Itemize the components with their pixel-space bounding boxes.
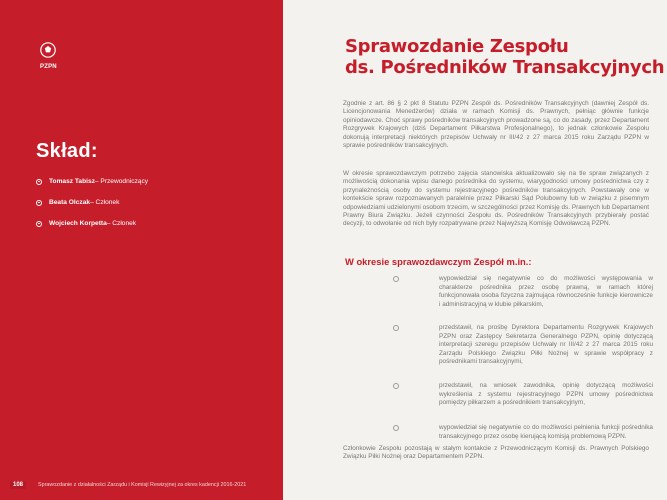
closing-paragraph: Członkowie Zespołu pozostają w stałym kontakcie z Przewodniczącym Komisji ds. Prawnych Polskiego Związku Piłki Nożnej oraz Departamentem PZPN. <box>343 445 649 461</box>
footer-text: Sprawozdanie z działalności Zarządu i Komisji Rewizyjnej za okres kadencji 2016-2021 <box>38 482 247 488</box>
bullet-icon <box>393 383 399 389</box>
member-role: – Członek <box>106 220 137 227</box>
bullet-icon <box>393 276 399 282</box>
page-number: 108 <box>10 481 26 489</box>
member-name: Wojciech Korpetta <box>49 220 107 227</box>
left-panel <box>0 0 283 500</box>
list-item <box>395 275 653 309</box>
list-item <box>395 382 653 408</box>
section-subheading: W okresie sprawozdawczym Zespół m.in.: <box>345 256 532 267</box>
members-list <box>36 171 148 234</box>
list-item-text: przedstawił, na wniosek zawodnika, opinię dotyczącą możliwości wykreślenia z systemu rejestracyjnego PZPN umowy pośrednictwa pomiędzy piłkarzem a pośrednikiem transakcyjnym, <box>439 382 653 407</box>
list-item <box>395 324 653 367</box>
member-name: Tomasz Tabisz <box>49 178 95 185</box>
logo-text: PZPN <box>40 64 57 70</box>
bullet-icon <box>393 425 399 431</box>
member-item <box>36 213 148 234</box>
member-name: Beata Olczak <box>49 199 91 206</box>
pzpn-logo-icon <box>40 42 56 58</box>
member-role: – Przewodniczący <box>94 178 149 185</box>
body-paragraph: W okresie sprawozdawczym potrzebo zajęcia stanowiska aktualizowało się na tle spraw związanych z możliwością dokonania wpisu danego pośrednika do systemu, wiarygodności umowy pośrednictwa czy z przynależnością osoby do systemu rejestracyjnego pośredników transakcyjnych. Powstawały one w kontekście spraw rozpoznawanych paralelnie przez Piłkarski Sąd Polubowny lub w związku z pisemnym odpowiedziami udzielonymi osobom trzecim, w szczególności przez Komisję ds. Prawnych lub Departament Prawny Biura Związku. Jeżeli czynności Zespołu ds. Pośredników Transakcyjnych przybierały postać decyzji, to odwołanie od nich były rozpatrywane przez Najwyższą Komisję Odwoławczą PZPN. <box>343 170 649 228</box>
member-role: – Członek <box>90 199 120 206</box>
title-line: Sprawozdanie Zespołu <box>345 36 569 57</box>
list-item-text: przedstawił, na prośbę Dyrektora Departamentu Rozgrywek Krajowych PZPN oraz Zastępcy Sekretarza Generalnego PZPN, opinię dotyczącą interpretacji szeregu przepisów Uchwały nr III/42 z 27 marca 2015 roku Zarządu Polskiego Związku Piłki Nożnej w sprawie współpracy z pośrednikami transakcyjnymi, <box>439 324 653 366</box>
member-item <box>36 192 148 213</box>
intro-paragraph: Zgodnie z art. 86 § 2 pkt 8 Statutu PZPN Zespół ds. Pośredników Transakcyjnych (dawniej Zespół ds. Licencjonowania Menedżerów) działa w ramach Komisji ds. Prawnych, pełniąc głównie funkcje opiniodawcze. Choć sprawy pośredników transakcyjnych prowadzone są, co do zasady, przez Departament Rozgrywek Krajowych (dziś Departament Piłkarstwa Profesjonalnego), to jednak członkowie Zespołu dokonują interpretacji niektórych przepisów Uchwały nr III/42 z 27 marca 2015 roku Zarządu PZPN w sprawie pośredników transakcyjnych. <box>343 100 649 150</box>
bullet-icon <box>36 179 42 185</box>
bullet-icon <box>36 200 42 206</box>
list-item-text: wypowiedział się negatywnie co do możliwości pełnienia funkcji pośrednika transakcyjnego przez osobę kierującą komisją problemową PZPN. <box>439 424 653 440</box>
member-item <box>36 171 148 192</box>
composition-heading: Skład: <box>36 140 98 162</box>
list-item <box>395 424 653 441</box>
list-item-text: wypowiedział się negatywnie co do możliwości występowania w charakterze pośrednika przez osobę prawną, w ramach której funkcjonowała osoba fizyczna zajmująca równocześnie funkcje kierownicze i administracyjną w klubie piłkarskim, <box>439 275 653 308</box>
bullet-icon <box>393 325 399 331</box>
title-line: ds. Pośredników Transakcyjnych <box>345 57 665 78</box>
bullet-icon <box>36 221 42 227</box>
right-panel <box>283 0 667 500</box>
page-title <box>345 36 664 78</box>
